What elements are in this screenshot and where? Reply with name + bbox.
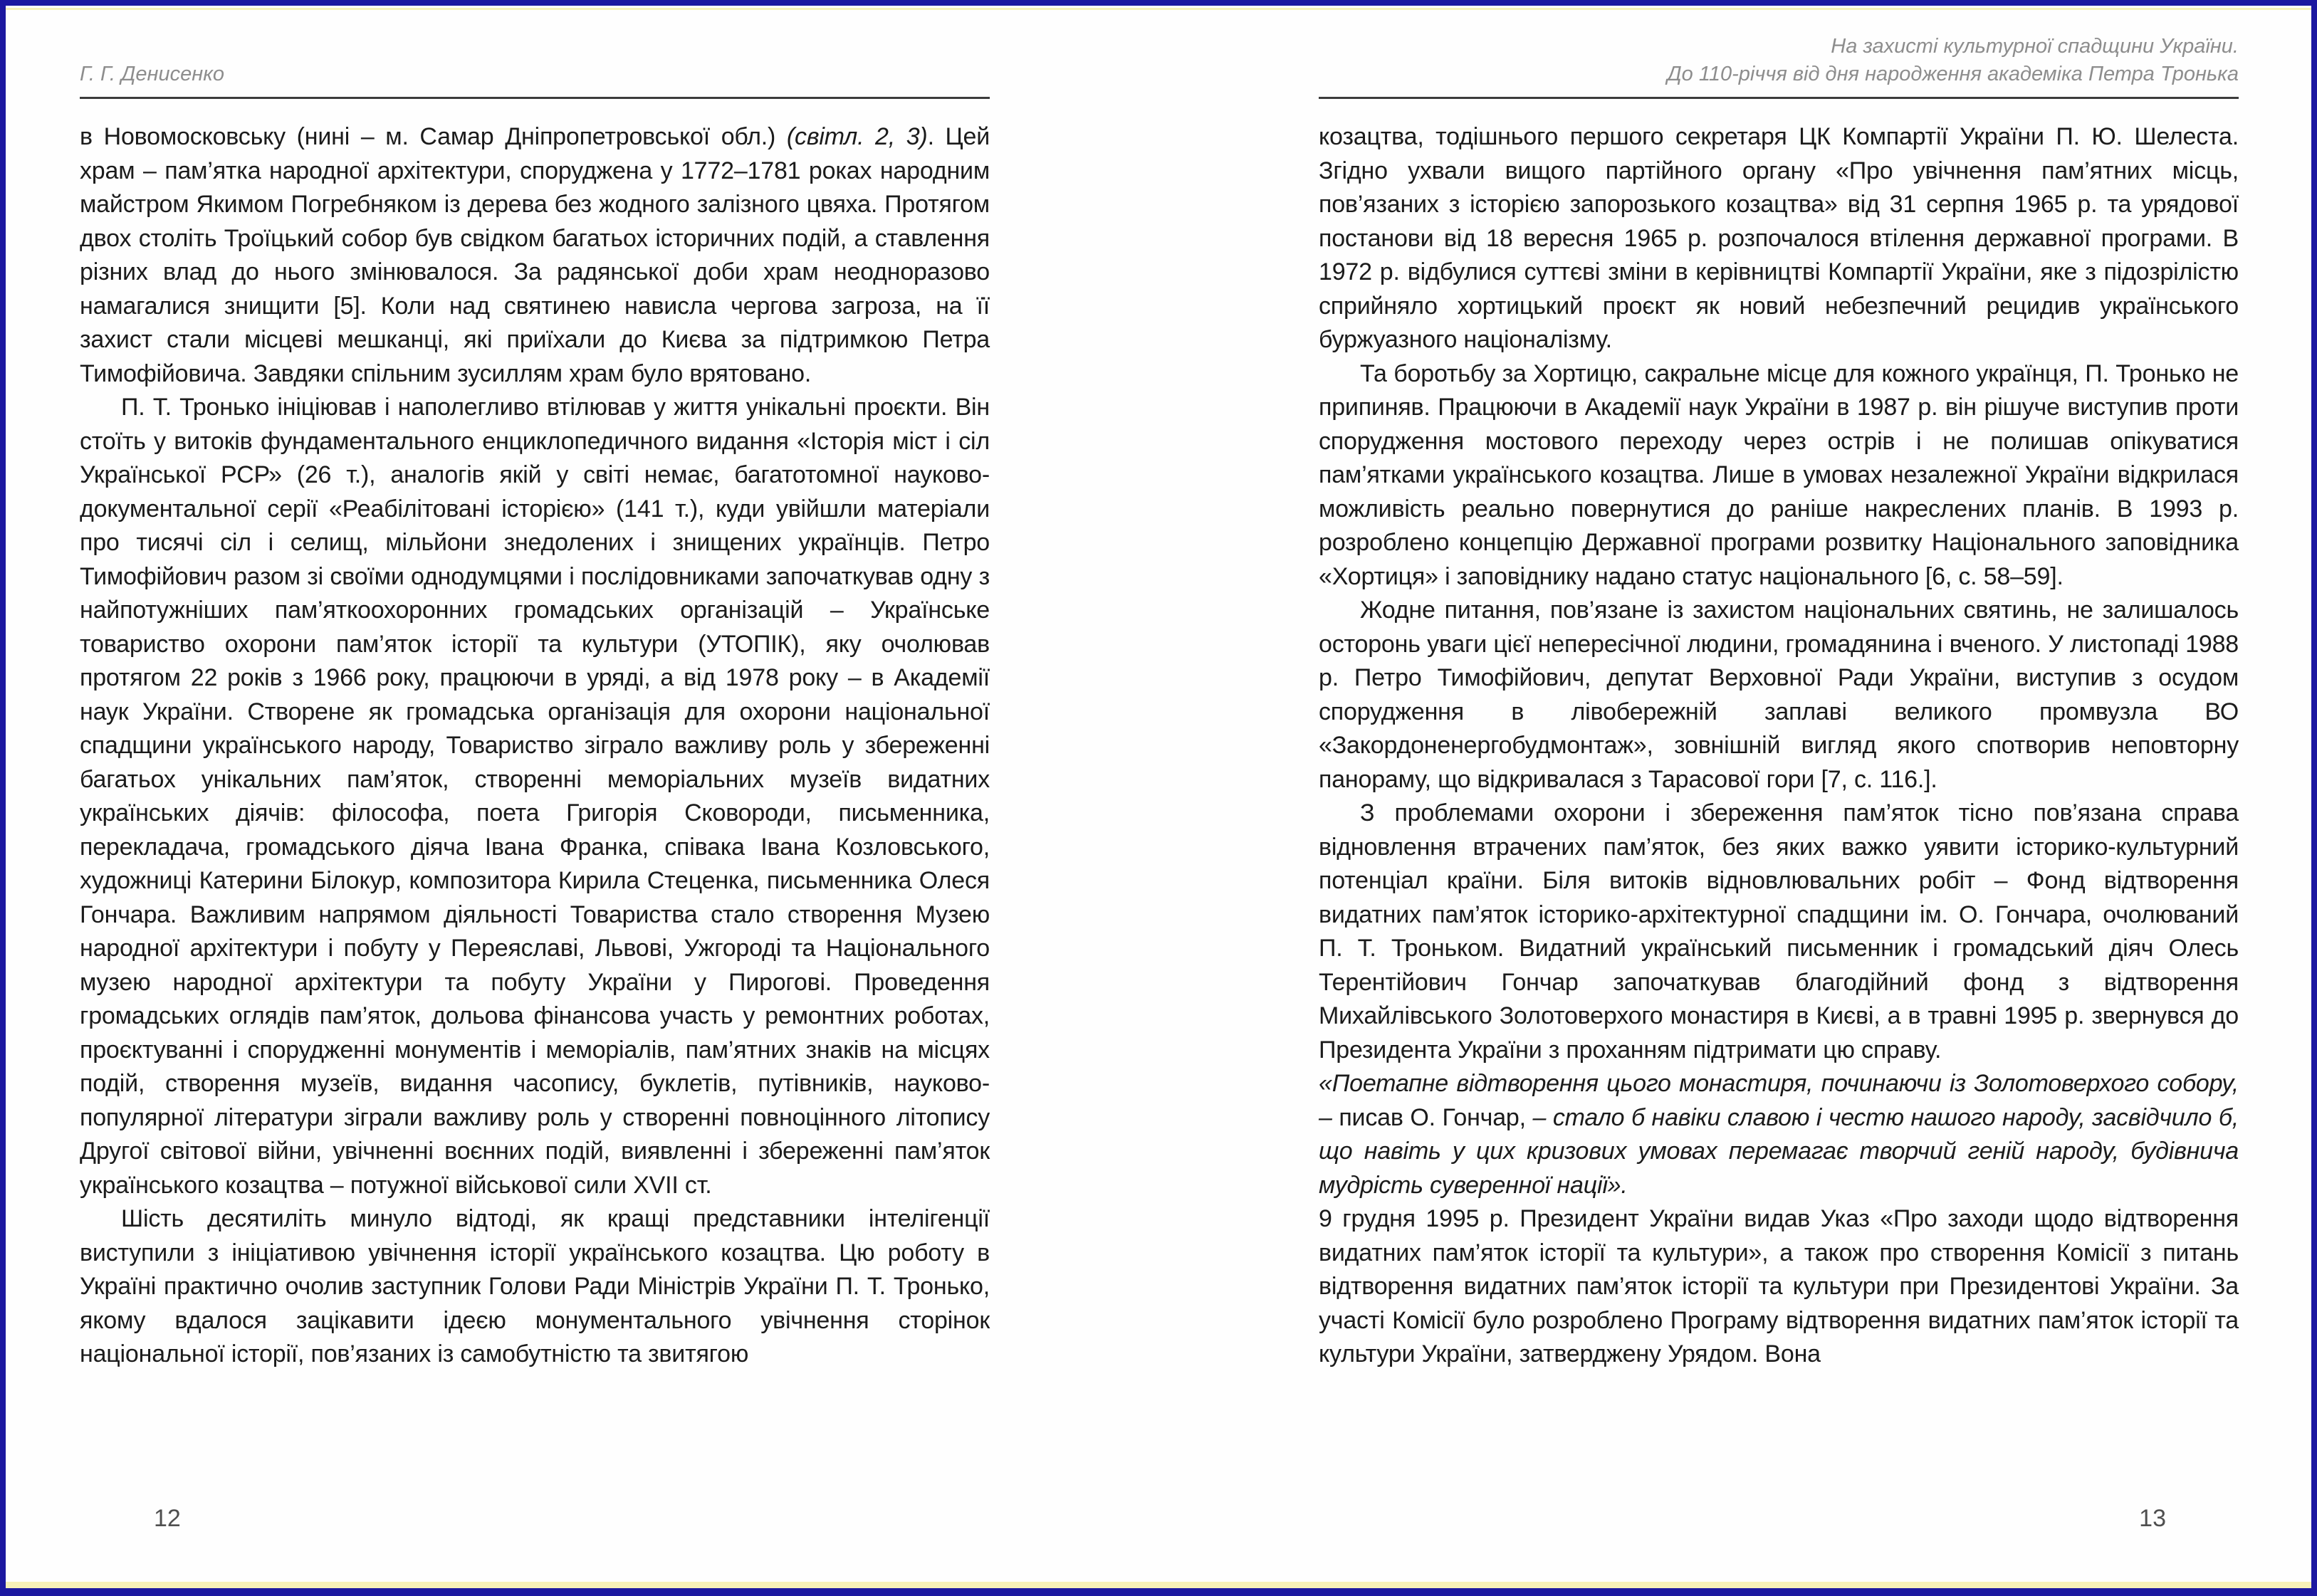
right-page-body (1319, 99, 2239, 1372)
paragraph: Та боротьбу за Хортицю, сакральне місце для кожного українця, П. Тронько не припиняв. Працюючи в Академії наук України в 1987 р. він рішуче виступив проти спорудження мостового переходу через острів і не полишав опікуватися пам’ятками українського козацтва. Лише в умовах незалежної України відкрилася можливість реально повернутися до раніше накреслених планів. В 1993 р. розроблено концепцію Державної програми розвитку Національного заповідника «Хортиця» і заповіднику надано статус національного [6, с. 58–59]. (1319, 359, 2239, 590)
right-text-column (1319, 6, 2239, 1588)
running-head-title (1319, 33, 2239, 88)
figure-reference: (світл. 2, 3) (786, 123, 928, 150)
paragraph: Жодне питання, пов’язане із захистом національних святинь, не залишалось осторонь уваги цієї непересічної людини, громадянина і вченого. У листопаді 1988 р. Петро Тимофійович, депутат Верховної Ради України, виступив з осудом спорудження в лівобережній заплаві великого промвузла ВО «Закордоненергобудмонтаж», зовнішній вигляд якого спотворив неповторну панораму, що відкривалася з Тарасової гори [7, с. 116.]. (1319, 597, 2239, 793)
paragraph-text: в Новомосковську (нині – м. Самар Дніпропетровської обл.) (80, 123, 787, 150)
paragraph: З проблемами охорони і збереження пам’яток тісно пов’язана справа відновлення втрачених пам’яток, без яких важко уявити історико-культурний потенціал країни. Біля витоків відновлювальних робіт – Фонд відтворення видатних пам’яток історико-архітектурної спадщини ім. О. Гончара, очолюваний П. Т. Троньком. Видатний український письменник і громадський діяч Олесь Терентійович Гончар започаткував благодійний фонд з відтворення Михайлівського Золотоверхого монастиря в Києві, а в травні 1995 р. звернувся до Президента України з проханням підтримати цю справу. (1319, 799, 2239, 1064)
running-head-title-line2: До 110-річчя від дня народження академіка Петра Тронька (1667, 63, 2239, 85)
paragraph: 9 грудня 1995 р. Президент України видав Указ «Про заходи щодо відтворення видатних пам’яток історії та культури», а також про створення Комісії з питань відтворення видатних пам’яток історії та культури при Президентові України. За участі Комісії було розроблено Програму відтворення видатних пам’яток історії та культури України, затверджену Урядом. Вона (1319, 1205, 2239, 1367)
paragraph: П. Т. Тронько ініціював і наполегливо втілював у життя унікальні проєкти. Він стоїть у витоків фундаментального енциклопедичного видання «Історія міст і сіл Української РСР» (26 т.), аналогів якій у світі немає, багатотомної науково-документальної серії «Реабілітовані історією» (141 т.), куди увійшли матеріали про тисячі сіл і селищ, мільйони знедолених і знищених українців. Петро Тимофійович разом зі своїми однодумцями і послідовниками започаткував одну з найпотужніших пам’яткоохоронних громадських організацій – Українське товариство охорони пам’яток історії та культури (УТОПІК), яку очолював протягом 22 років з 1966 року, працюючи в уряді, а від 1978 року – в Академії наук України. Створене як громадська організація для охорони національної спадщини українського народу, Товариство зіграло важливу роль у збереженні багатьох унікальних пам’яток, створенні меморіальних музеїв видатних українських діячів: філософа, поета Григорія Сковороди, письменника, перекладача, громадського діяча Івана Франка, співака Івана Козловського, художниці Катерини Білокур, композитора Кирила Стеценка, письменника Олеся Гончара. Важливим напрямом діяльності Товариства стало створення Музею народної архітектури і побуту у Переяславі, Львові, Ужгороді та Національного музею народної архітектури та побуту України у Пирогові. Проведення громадських оглядів пам’яток, дольова фінансова участь у ремонтних роботах, проєктуванні і спорудженні монументів і меморіалів, пам’ятних знаків на місцях подій, створення музеїв, видання часопису, буклетів, путівників, науково-популярної літератури зіграли важливу роль у створенні повноцінного літопису Другої світової війни, увічненні воєнних подій, виявленні і збереженні пам’яток українського козацтва – потужної військової сили XVII ст. (80, 394, 990, 1199)
left-text-column (80, 6, 990, 1588)
quote-text: – стало б навіки славою і честю нашого народу, засвідчило б, що навіть у цих кризових умовах перемагає творчий геній народу, будівнича мудрість суверенної нації». (1319, 1103, 2239, 1199)
two-page-spread (6, 6, 2311, 1588)
paragraph: Шість десятиліть минуло відтоді, як кращі представники інтелігенції виступили з ініціативою увічнення історії українського козацтва. Цю роботу в Україні практично очолив заступник Голови Ради Міністрів України П. Т. Тронько, якому вдалося зацікавити ідеєю монументального увічнення сторінок національної історії, пов’язаних із самобутністю та звитягою (80, 1205, 990, 1367)
page-right (1158, 6, 2311, 1588)
paragraph (80, 120, 990, 391)
right-page-header (1319, 6, 2239, 99)
page-left (6, 6, 1158, 1588)
page-number-left: 12 (154, 1505, 181, 1532)
quote-text: «Поетапне відтворення цього монастиря, починаючи із Золотоверхого собору, – (1319, 1070, 2239, 1131)
paragraph-text: . Цей храм – пам’ятка народної архітектури, споруджена у 1772–1781 роках народним майстром Якимом Погребняком із дерева без жодного залізного цвяха. Протягом двох століть Троїцький собор був свідком багатьох історичних подій, а ставлення різних влад до нього змінювалося. За радянської доби храм неодноразово намагалися знищити [5]. Коли над святинею нависла чергова загроза, на її захист стали місцеві мешканці, які приїхали до Києва за підтримкою Петра Тимофійовича. Завдяки спільним зусиллям храм було врятовано. (80, 123, 990, 387)
quote-attribution: писав О. Гончар, (1339, 1103, 1533, 1131)
running-head-author: Г. Г. Денисенко (80, 63, 225, 85)
left-page-header (80, 6, 990, 99)
left-page-body (80, 99, 990, 1372)
paragraph: козацтва, тодішнього першого секретаря ЦК Компартії України П. Ю. Шелеста. Згідно ухвали вищого партійного органу «Про увічнення пам’ятних місць, пов’язаних з історією запорозького козацтва» від 31 серпня 1965 р. та урядової постанови від 18 вересня 1965 р. розпочалося втілення державної програми. В 1972 р. відбулися суттєві зміни в керівництві Компартії України, яке з підозрілістю сприйняло хортицький проєкт як новий небезпечний рецидив українського буржуазного націоналізму. (1319, 123, 2239, 353)
page-number-right: 13 (2139, 1505, 2166, 1532)
block-quote (1319, 1067, 2239, 1202)
running-head-title-line1: На захисті культурної спадщини України. (1831, 35, 2239, 58)
